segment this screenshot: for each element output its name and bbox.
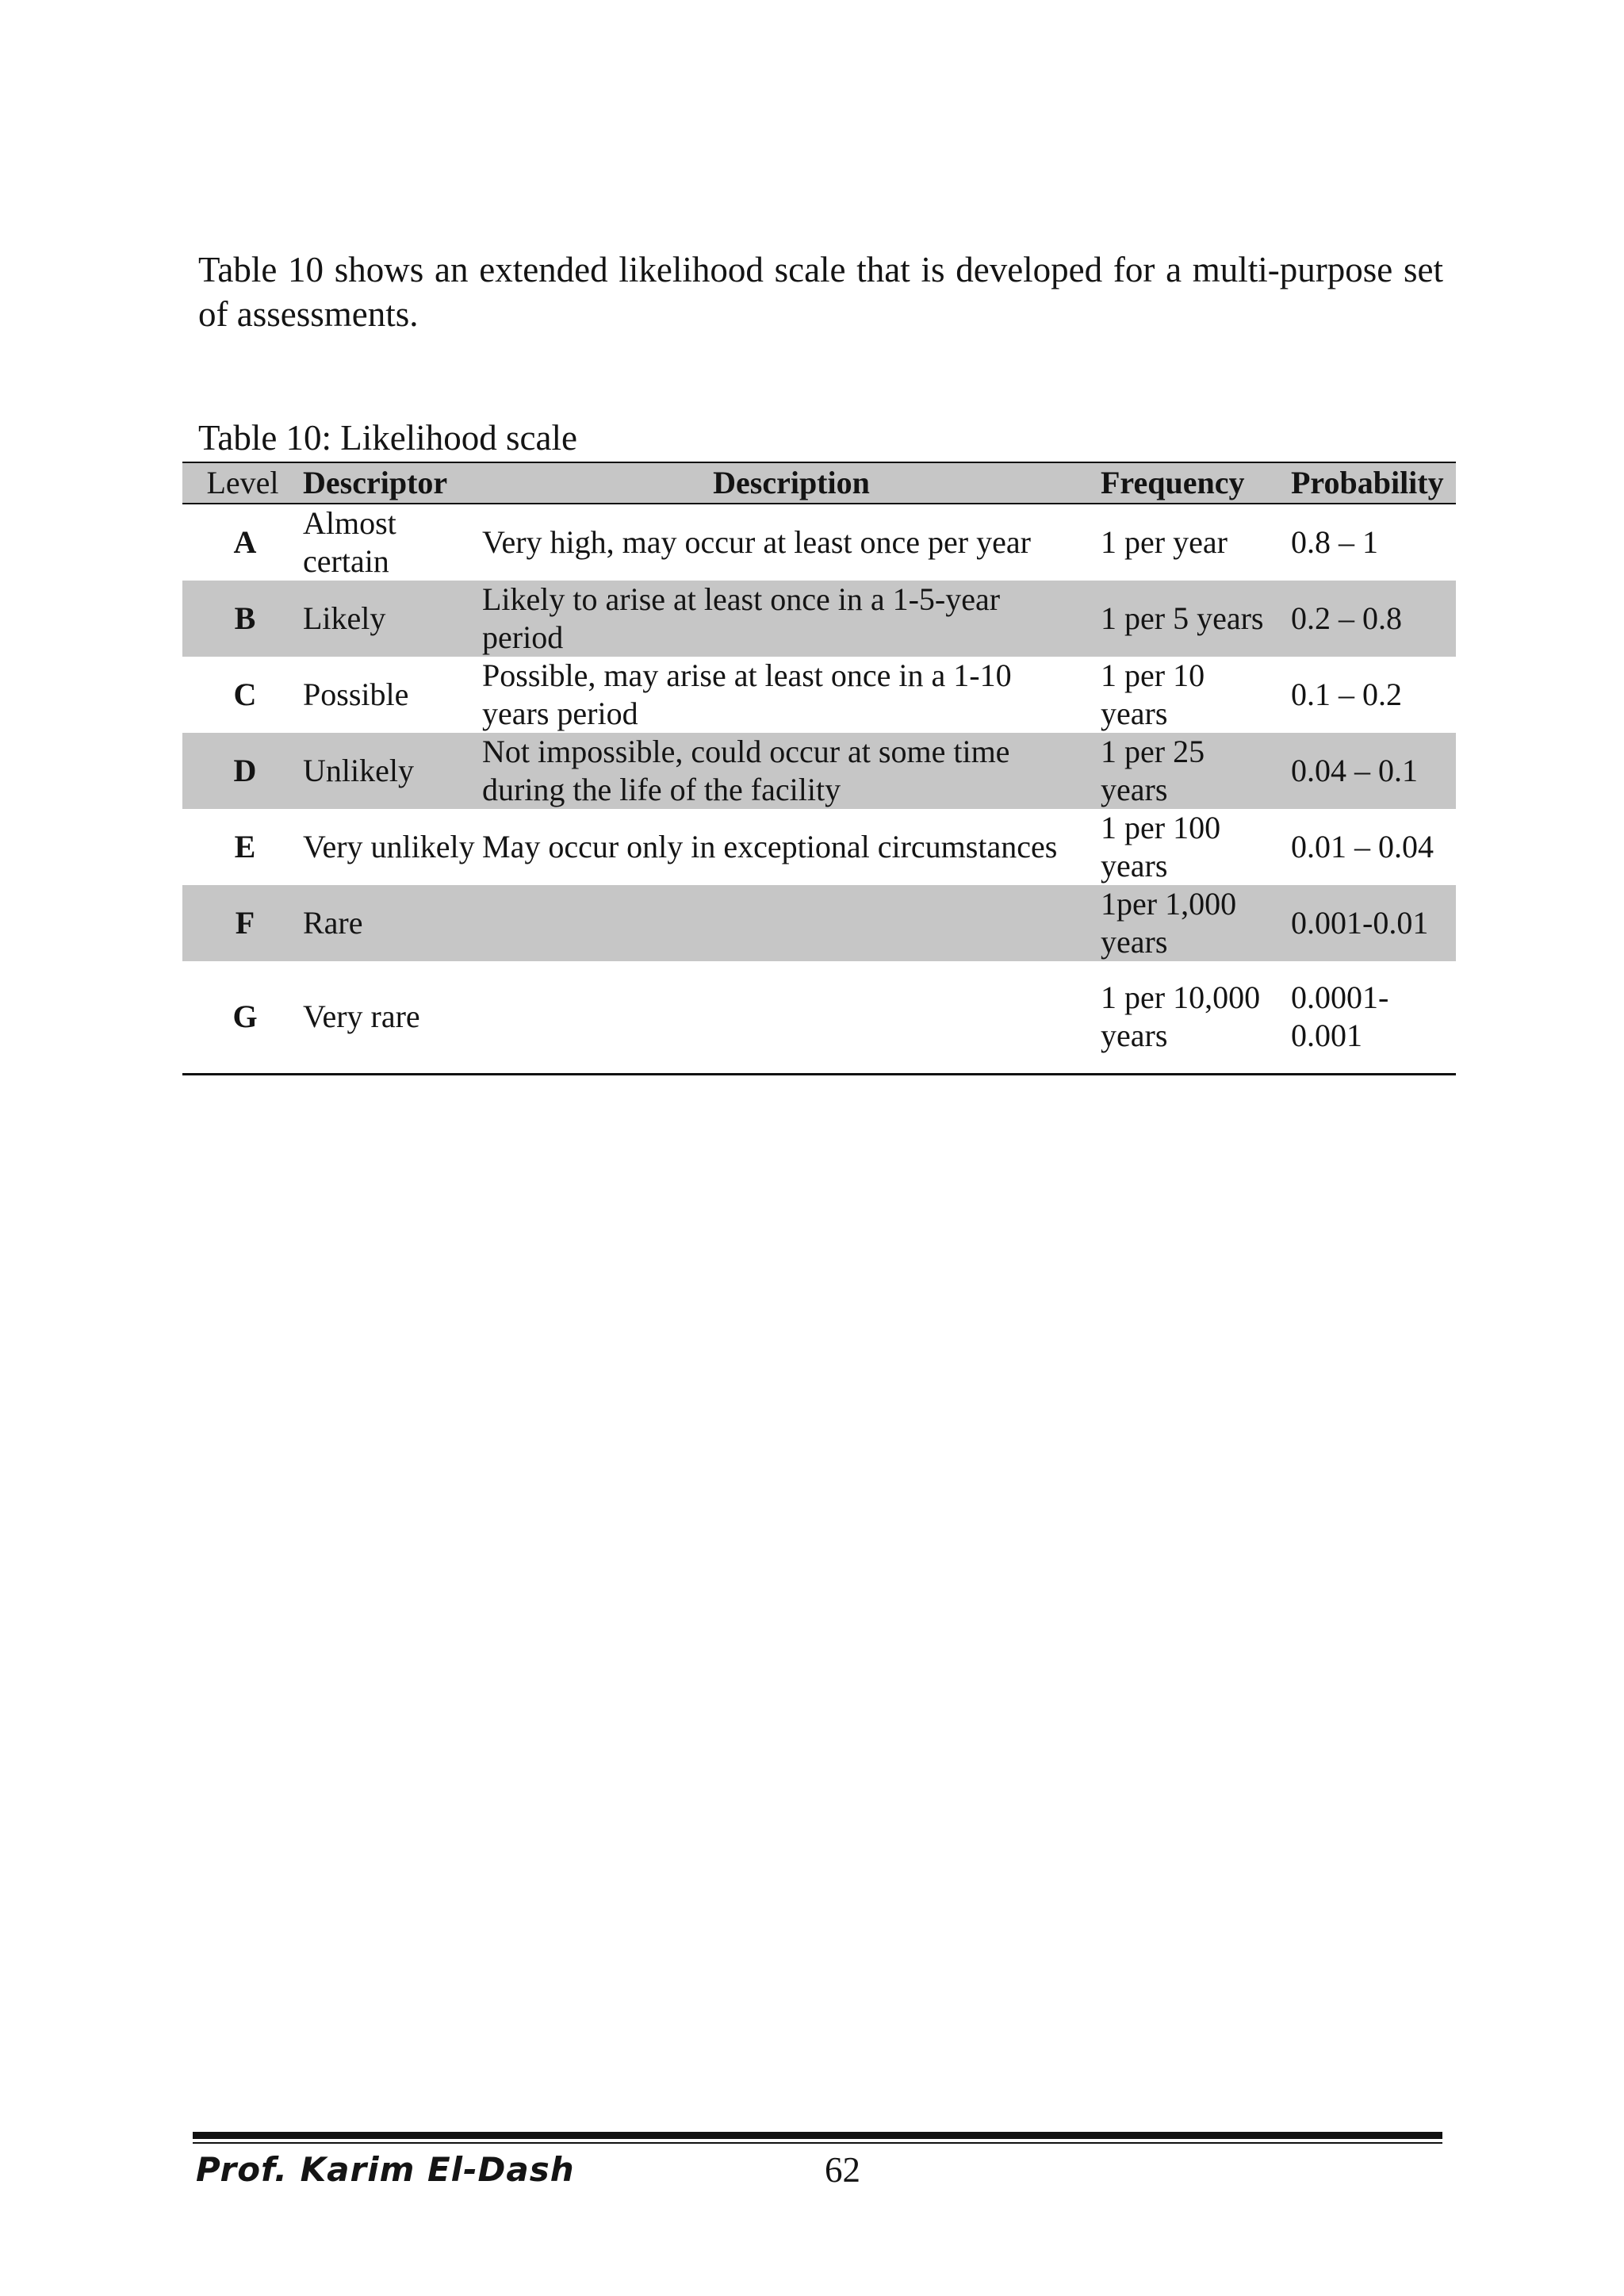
table-row bbox=[182, 504, 1456, 581]
cell-description bbox=[482, 961, 1101, 1074]
page-number: 62 bbox=[825, 2150, 860, 2190]
cell-frequency: 1 per year bbox=[1101, 524, 1228, 560]
cell-descriptor: Very rare bbox=[303, 999, 420, 1035]
header-level: Level bbox=[206, 465, 279, 500]
table-row bbox=[182, 581, 1456, 657]
table-caption: Table 10: Likelihood scale bbox=[198, 418, 577, 458]
cell-probability: 0.01 – 0.04 bbox=[1291, 829, 1434, 864]
cell-probability: 0.0001-0.001 bbox=[1291, 979, 1389, 1054]
footer-rule-thin bbox=[193, 2142, 1442, 2144]
cell-level: B bbox=[234, 600, 256, 636]
cell-frequency: 1 per 100 years bbox=[1101, 810, 1221, 884]
cell-probability: 0.8 – 1 bbox=[1281, 504, 1456, 581]
cell-level: C bbox=[233, 677, 257, 712]
cell-description: Very high, may occur at least once per year bbox=[482, 524, 1031, 560]
cell-descriptor: Very unlikely bbox=[303, 829, 475, 864]
cell-descriptor: Likely bbox=[303, 600, 386, 636]
cell-description: Likely to arise at least once in a 1-5-year period bbox=[482, 581, 1001, 655]
table-row bbox=[182, 961, 1456, 1074]
cell-level: A bbox=[233, 524, 257, 560]
header-frequency: Frequency bbox=[1101, 465, 1245, 500]
cell-level: E bbox=[234, 829, 256, 864]
likelihood-table bbox=[182, 462, 1456, 1075]
header-probability: Probability bbox=[1291, 465, 1444, 500]
cell-probability: 0.2 – 0.8 bbox=[1291, 600, 1402, 636]
cell-frequency: 1 per 10 years bbox=[1101, 657, 1205, 731]
cell-level: F bbox=[235, 905, 255, 941]
table-row bbox=[182, 733, 1456, 809]
cell-probability: 0.1 – 0.2 bbox=[1291, 677, 1402, 712]
cell-probability: 0.04 – 0.1 bbox=[1291, 753, 1418, 788]
cell-description: Possible, may arise at least once in a 1-10 years period bbox=[482, 657, 1012, 731]
intro-paragraph: Table 10 shows an extended likelihood scale that is developed for a multi-purpose set of assessments. bbox=[198, 250, 1443, 334]
cell-level: D bbox=[233, 753, 257, 788]
table-row bbox=[182, 809, 1456, 885]
cell-probability: 0.001-0.01 bbox=[1291, 905, 1429, 941]
cell-descriptor: Possible bbox=[303, 677, 409, 712]
cell-description: Not impossible, could occur at some time during the life of the facility bbox=[482, 734, 1010, 807]
cell-descriptor: Almost certain bbox=[303, 505, 396, 579]
footer-author: Prof. Karim El-Dash bbox=[196, 2150, 575, 2189]
cell-descriptor: Unlikely bbox=[303, 753, 414, 788]
cell-level: G bbox=[232, 999, 258, 1035]
table-header-row bbox=[182, 462, 1456, 504]
cell-frequency: 1 per 25 years bbox=[1101, 734, 1205, 807]
header-descriptor: Descriptor bbox=[303, 465, 448, 500]
cell-frequency: 1 per 10,000 years bbox=[1101, 979, 1261, 1054]
cell-description bbox=[482, 885, 1101, 961]
footer-rule bbox=[193, 2132, 1442, 2139]
cell-description: May occur only in exceptional circumstances bbox=[482, 829, 1058, 864]
cell-frequency: 1 per 5 years bbox=[1101, 600, 1264, 636]
header-description: Description bbox=[713, 465, 870, 500]
table-row bbox=[182, 885, 1456, 961]
cell-descriptor: Rare bbox=[303, 905, 363, 941]
table-row bbox=[182, 657, 1456, 733]
cell-frequency: 1per 1,000 years bbox=[1101, 886, 1237, 960]
